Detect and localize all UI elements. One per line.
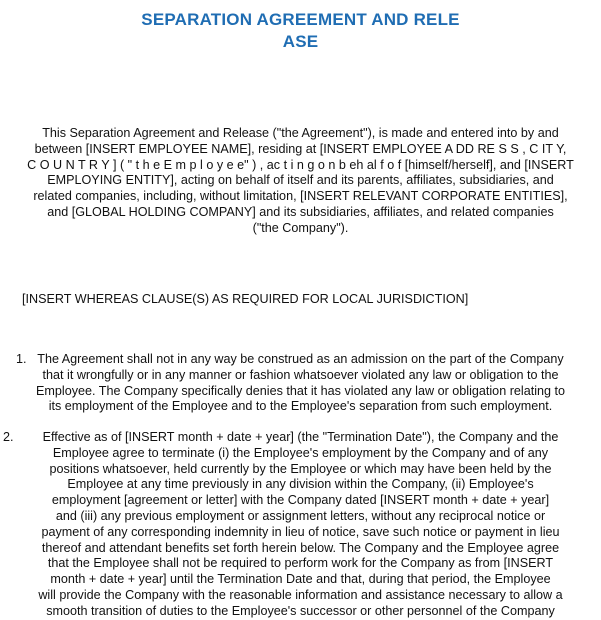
- clause-number: 2.: [3, 430, 14, 444]
- numbered-clause-1: [0, 352, 601, 415]
- intro-line: between [INSERT EMPLOYEE NAME], residing at [INSERT EMPLOYEE A DD RE S S , C IT Y,: [34, 141, 567, 156]
- clause-line: employment [agreement or letter] with the Company dated [INSERT month + date + year]: [51, 493, 550, 508]
- clause-line: positions whatsoever, held currently by the Employee or which may have been held by the: [49, 461, 552, 476]
- numbered-clause-2: [0, 430, 601, 620]
- clause-line: its employment of the Employee and to the Employee's separation from such employment.: [48, 399, 553, 414]
- intro-line: EMPLOYING ENTITY], acting on behalf of itself and its parents, affiliates, subsidiaries, and: [47, 173, 554, 188]
- clause-line: that the Employee shall not be required to perform work for the Company as from [INSERT: [47, 556, 554, 571]
- document-title-line-1: SEPARATION AGREEMENT AND RELE: [141, 10, 460, 29]
- intro-line: C O U N T R Y ] ( " t h e E m p l o y e e" ) , ac t i n g o n b eh al f o f [himself/herself], and [INSERT: [27, 157, 574, 172]
- clause-line: payment of any corresponding indemnity in lieu of notice, save such notice or payment in lieu: [41, 524, 560, 539]
- intro-paragraph: [0, 126, 601, 237]
- clause-line: thereof and attendant benefits set forth herein below. The Company and the Employee agree: [41, 540, 560, 555]
- clause-line: that it wrongfully or in any manner or fashion whatsoever violated any law or obligation to the: [42, 367, 559, 382]
- clause-line: Employee agree to terminate (i) the Employee's employment by the Company and of any: [52, 445, 549, 460]
- intro-line: and [GLOBAL HOLDING COMPANY] and its subsidiaries, affiliates, and related companies: [47, 204, 554, 219]
- clause-line: will provide the Company with the reasonable information and assistance necessary to allow a: [38, 587, 563, 602]
- clause-line: Employee at any time previously in any division within the Company, (ii) Employee's: [67, 477, 534, 492]
- whereas-clause: [INSERT WHEREAS CLAUSE(S) AS REQUIRED FOR LOCAL JURISDICTION]: [22, 292, 469, 306]
- clause-line: smooth transition of duties to the Employee's successor or other personnel of the Company: [46, 603, 555, 618]
- clause-line: month + date + year] until the Termination Date and that, during that period, the Employee: [50, 572, 551, 587]
- document-title-line-2: ASE: [282, 32, 319, 51]
- intro-line: related companies, including, without limitation, [INSERT RELEVANT CORPORATE ENTITIES],: [33, 189, 568, 204]
- clause-line: The Agreement shall not in any way be construed as an admission on the part of the Company: [37, 352, 564, 366]
- clause-number: 1.: [16, 352, 27, 366]
- clause-body: [0, 352, 601, 415]
- intro-line: ("the Company").: [252, 220, 349, 235]
- clause-line: and (iii) any previous employment or assignment letters, without any reciprocal notice or: [55, 508, 546, 523]
- clause-line: Effective as of [INSERT month + date + year] (the "Termination Date"), the Company and the: [42, 430, 559, 444]
- clause-body: [0, 430, 601, 620]
- clause-line: Employee. The Company specifically denies that it has violated any law or obligation relating to: [36, 383, 565, 398]
- intro-line: This Separation Agreement and Release ("the Agreement"), is made and entered into by and: [42, 126, 559, 140]
